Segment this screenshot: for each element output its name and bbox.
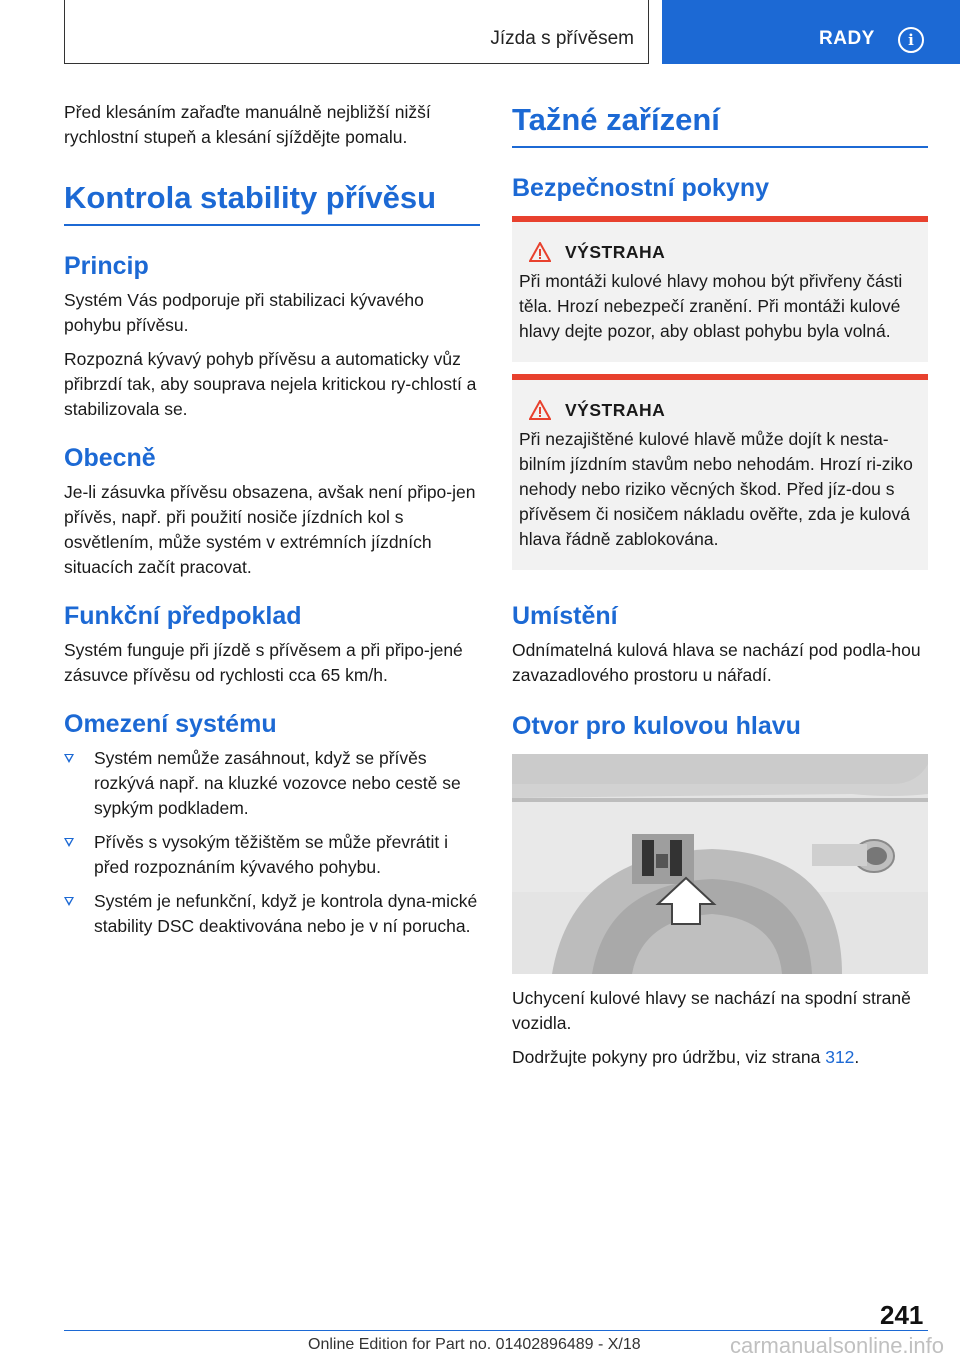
heading-funkcni-predpoklad: Funkční předpoklad: [64, 601, 302, 630]
heading-obecne: Obecně: [64, 443, 156, 472]
warning-box-2: [512, 374, 928, 570]
maintenance-note: Dodržujte pokyny pro údržbu, viz strana 312.: [512, 1046, 860, 1067]
watermark: carmanualsonline.info: [730, 1333, 945, 1358]
tips-button[interactable]: [662, 0, 960, 64]
section-header-tab: [64, 0, 649, 64]
warning-text: Při nezajištěné kulové hlavě může dojít k nesta-bilním jízdním stavům nebo nehodám. Hrozí ri-ziko nehody nebo riziko věcných škod. Před jíz-dou s přívěsem či nosičem nákladu ověřte, zda je kulová hlava řádně zablokována.: [519, 428, 913, 549]
right-column: [512, 100, 928, 1079]
heading-trailer-stability: Kontrola stability přívěsu: [64, 180, 437, 215]
warning-title: VÝSTRAHA: [565, 241, 666, 262]
bullet-triangle-icon: [64, 897, 74, 906]
obecne-paragraph: Je-li zásuvka přívěsu obsazena, avšak není připo-jen přívěs, např. při použití nosiče jízdních kol s osvětlením, může systém v extrémních jízdních situacích začít pracovat.: [64, 481, 476, 577]
funkcni-paragraph: Systém funguje při jízdě s přívěsem a při připo-jené zásuvce přívěsu od rychlosti cca 65 km/h.: [64, 639, 463, 685]
princip-paragraph-2: Rozpozná kývavý pohyb přívěsu a automaticky vůz přibrzdí tak, aby souprava nejela kritickou ry-chlostí a stabilizovala se.: [64, 348, 477, 419]
heading-tow-hitch: Tažné zařízení: [512, 102, 720, 137]
footer-rule: [64, 1330, 928, 1331]
car-underside-illustration: [512, 754, 928, 974]
heading-princip: Princip: [64, 251, 149, 280]
page-reference-link[interactable]: 312: [825, 1046, 855, 1067]
list-item: Systém je nefunkční, když je kontrola dyna-mické stability DSC deaktivována nebo je v ní porucha.: [64, 889, 480, 939]
bullet-triangle-icon: [64, 754, 74, 763]
heading-location: Umístění: [512, 601, 618, 630]
warning-triangle-icon: [529, 400, 551, 420]
info-icon[interactable]: i: [898, 27, 924, 53]
section-title: Jízda s přívěsem: [490, 28, 634, 49]
heading-omezeni: Omezení systému: [64, 709, 277, 738]
princip-paragraph-1: Systém Vás podporuje při stabilizaci kývavého pohybu přívěsu.: [64, 289, 424, 335]
left-column: [64, 100, 480, 948]
location-paragraph: Odnímatelná kulová hlava se nachází pod podla-hou zavazadlového prostoru u nářadí.: [512, 639, 921, 685]
heading-safety: Bezpečnostní pokyny: [512, 173, 769, 202]
warning-text: Při montáži kulové hlavy mohou být přivřeny části těla. Hrozí nebezpečí zranění. Při montáži kulové hlavy dejte pozor, aby oblast pohybu byla volná.: [519, 270, 903, 341]
limitations-list: [64, 746, 480, 939]
ball-head-socket-image: [512, 754, 928, 974]
bullet-triangle-icon: [64, 838, 74, 847]
image-caption: Uchycení kulové hlavy se nachází na spodní straně vozidla.: [512, 987, 911, 1033]
page-number: 241: [880, 1300, 924, 1330]
warning-title: VÝSTRAHA: [565, 399, 666, 420]
heading-ball-head-socket: Otvor pro kulovou hlavu: [512, 711, 801, 740]
heading-rule: [512, 146, 928, 148]
tips-button-label: RADY: [819, 28, 875, 49]
list-item: Přívěs s vysokým těžištěm se může převrátit i před rozpoznáním kývavého pohybu.: [64, 830, 480, 880]
intro-text: Před klesáním zařaďte manuálně nejbližší nižší rychlostní stupeň a klesání sjíždějte pomalu.: [64, 102, 431, 147]
heading-rule: [64, 224, 480, 226]
edition-text: Online Edition for Part no. 01402896489 - X/18: [308, 1336, 641, 1353]
warning-box-1: [512, 216, 928, 362]
list-item: Systém nemůže zasáhnout, když se přívěs rozkývá např. na kluzké vozovce nebo cestě se sypkým podkladem.: [64, 746, 480, 821]
warning-triangle-icon: [529, 242, 551, 262]
